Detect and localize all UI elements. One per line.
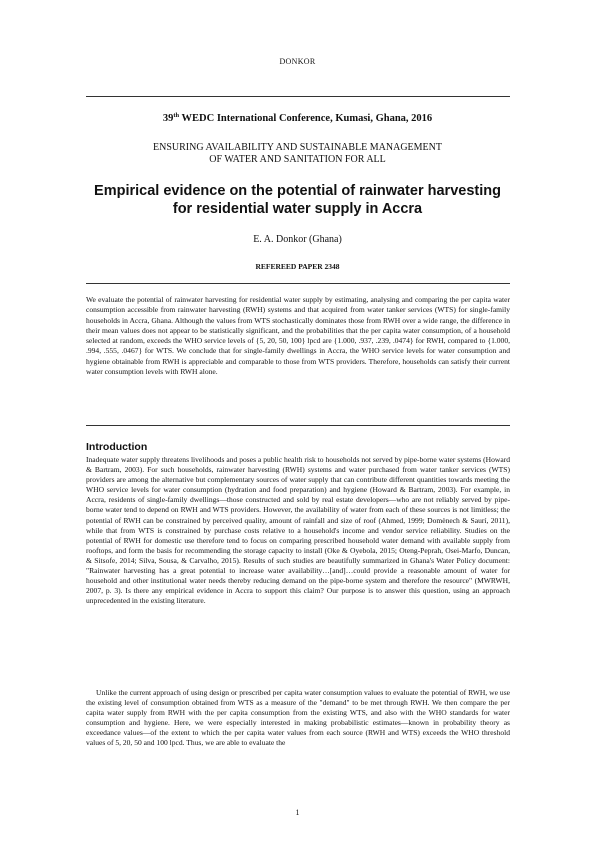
theme-line-2: OF WATER AND SANITATION FOR ALL [209, 154, 386, 165]
page-number: 1 [295, 808, 300, 817]
title-line-2: for residential water supply in Accra [172, 201, 423, 217]
conference-theme [0, 142, 595, 166]
title-line-1: Empirical evidence on the potential of rainwater harvesting [94, 183, 501, 199]
paper-type-label: REFEREED PAPER 2348 [255, 262, 340, 271]
introduction-paragraph-1: Inadequate water supply threatens livelihoods and poses a public health risk to households not served by pipe-borne water systems (Howard & Bartram, 2003). For such households, rainwater harvesting (RWH) systems and water purchased from water tanker services (WTS) providers are among the alternative but complementary sources of water supply that can contribute different quantities towards meeting the WHO service levels for water consumption (hydration and food preparation) and hygiene (Howard & Bartram, 2003). For example, in Accra, residents of single-family dwellings—those constructed and sold by real estate developers—who are not reliably served by pipe-borne water tend to depend on RWH and WTS providers. However, the availability of water from each of these sources is not limitless; the potential of RWH can be constrained by perceived quality, amount of rainfall and size of roof (Ahmed, 1999; Domènech & Saurí, 2011), while that from WTS is constrained by purchase costs relative to a household's income and vendor service reliability. Studies on the potential of RWH for domestic use therefore tend to focus on comparing prescribed household water demand with available supply from rooftops, and form the basis for recommending the storage capacity to install (Oke & Oyebola, 2015; Oteng-Peprah, Osei-Marfo, Duncan, & Sitsofe, 2014; Silva, Sousa, & Carvalho, 2015). Results of such studies are beautifully summarized in Ghana's Water Policy document: "Rainwater harvesting has a great potential to increase water availability…[and]…could provide a reasonable amount of water for household and other institutional water needs thereby reducing demand on the pipe-borne system and therefore the resource" (MWRWH, 2007, p. 3). Is there any empirical evidence in Accra to support this claim? Our purpose is to answer this question, using an approach unprecedented in the existing literature. [86, 455, 510, 606]
running-head: DONKOR [279, 57, 316, 66]
conference-line [0, 112, 595, 124]
theme-line-1: ENSURING AVAILABILITY AND SUSTAINABLE MANAGEMENT [152, 142, 442, 153]
abstract-top-rule [86, 283, 510, 284]
conference-number: 39 [162, 113, 174, 124]
abstract-bottom-rule [86, 425, 510, 426]
introduction-paragraph-2: Unlike the current approach of using design or prescribed per capita water consumption values to evaluate the potential of RWH, we use the existing level of consumption obtained from WTS as a measure of the "demand" to be met through RWH. We then compare the per capita water supply from RWH with the per capita consumption from the existing WTS, and also with the WHO standards for water consumption and hygiene. Here, we were especially interested in making probabilistic estimates—known in probability theory as exceedance values—of the extent to which the per capita water values from each source (RWH and WTS) exceeds the WHO threshold values of 5, 20, 50 and 100 lpcd. Thus, we are able to evaluate the [86, 688, 510, 748]
paper-title [0, 182, 595, 218]
conference-name: WEDC International Conference, Kumasi, Ghana, 2016 [179, 113, 433, 124]
section-heading-introduction: Introduction [86, 441, 148, 453]
conference-ordinal: th [173, 112, 180, 119]
author-line: E. A. Donkor (Ghana) [253, 234, 342, 245]
header-rule [86, 96, 510, 97]
abstract-text: We evaluate the potential of rainwater harvesting for residential water supply by estimating, analysing and comparing the per capita water consumption accessible from rainwater harvesting (RWH) systems and that acquired from water tanker services (WTS) for single-family households in Accra, Ghana. Although the values from WTS stochastically dominates those from RWH over a wide range, the difference in their mean values does not appear to be statistically significant, and the probabilities that the per capita water consumption, of a household selected at random, exceeds the WHO service levels of {5, 20, 50, 100} lpcd are {1.000, .937, .239, .0474} for RWH, compared to {1.000, .994, .555, .0467} for WTS. We conclude that for single-family dwellings in Accra, the WHO service levels for water consumption and hygiene obtainable from RWH is appreciable and comparable to those from WTS providers. Therefore, households can satisfy their current water consumption levels with RWH alone. [86, 295, 510, 376]
